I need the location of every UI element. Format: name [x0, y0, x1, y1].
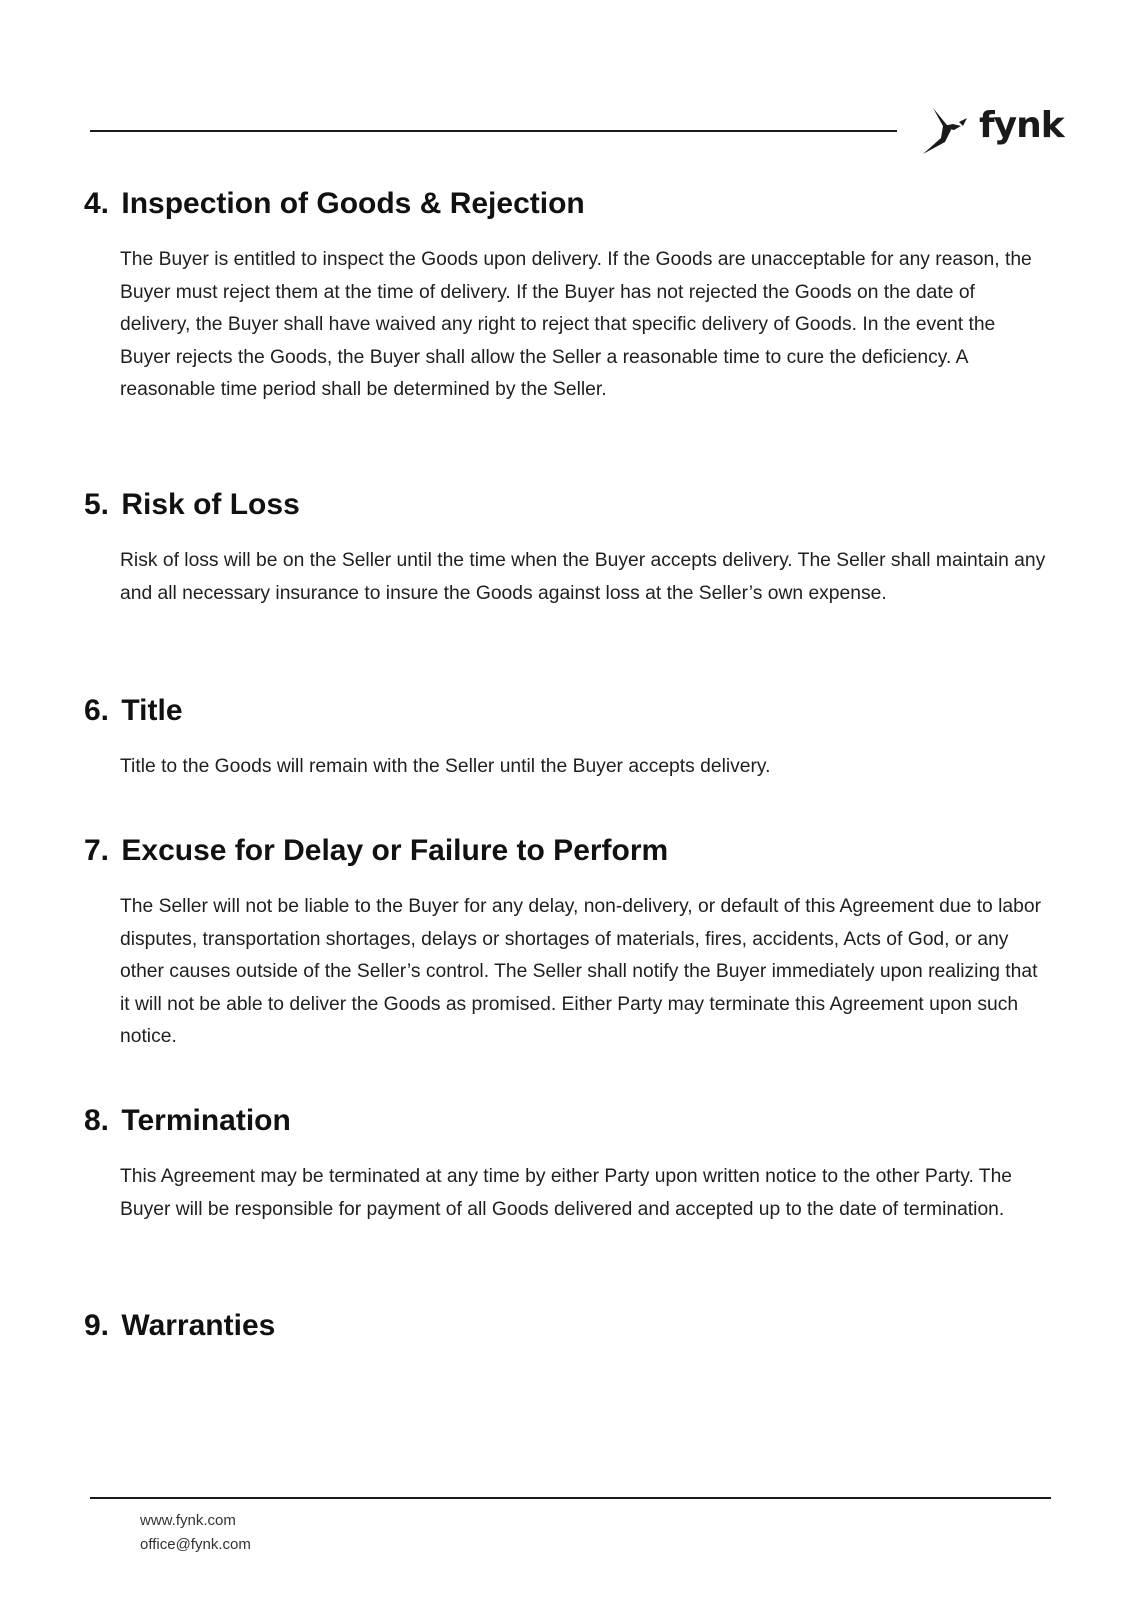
section-heading [84, 693, 183, 729]
fynk-logo [921, 104, 1064, 160]
section-heading [84, 487, 300, 523]
section-body: Title to the Goods will remain with the Seller until the Buyer accepts delivery. [120, 756, 771, 777]
section-title: Termination [121, 1104, 291, 1137]
section-body: This Agreement may be terminated at any time by either Party upon written notice to the other Party. The Buyer will be responsible for payment of all Goods delivered and accepted up to the date of termination. [120, 1166, 1013, 1220]
section-number: 6. [84, 694, 110, 727]
footer [140, 1509, 251, 1557]
bird-icon [921, 104, 977, 160]
section-number: 5. [84, 488, 110, 521]
section-title: Warranties [121, 1309, 276, 1342]
section-title: Inspection of Goods & Rejection [121, 187, 585, 220]
logo-wordmark: fynk [979, 105, 1064, 146]
section-title: Risk of Loss [121, 488, 300, 521]
footer-divider [90, 1497, 1051, 1499]
header-divider [90, 130, 897, 132]
section-heading [84, 1103, 291, 1139]
section-body: The Buyer is entitled to inspect the Goods upon delivery. If the Goods are unacceptable for any reason, the Buyer must reject them at the time of delivery. If the Buyer has not rejected the Goods on the date of delivery, the Buyer shall have waived any right to reject that specific delivery of Goods. In the event the Buyer rejects the Goods, the Buyer shall allow the Seller a reasonable time to cure the deficiency. A reasonable time period shall be determined by the Seller. [120, 249, 1032, 400]
section-number: 8. [84, 1104, 110, 1137]
section-heading [84, 186, 585, 222]
section-number: 9. [84, 1309, 110, 1342]
section-number: 7. [84, 834, 110, 867]
section-heading [84, 1308, 275, 1344]
section-title: Excuse for Delay or Failure to Perform [121, 834, 669, 867]
section-number: 4. [84, 187, 110, 220]
footer-email[interactable]: office@fynk.com [140, 1536, 251, 1553]
section-title: Title [121, 694, 183, 727]
section-body: Risk of loss will be on the Seller until the time when the Buyer accepts delivery. The Seller shall maintain any and all necessary insurance to insure the Goods against loss at the Seller’s own expense. [120, 550, 1046, 604]
section-body: The Seller will not be liable to the Buyer for any delay, non-delivery, or default of this Agreement due to labor disputes, transportation shortages, delays or shortages of materials, fires, accidents, Acts of God, or any other causes outside of the Seller’s control. The Seller shall notify the Buyer immediately upon realizing that it will not be able to deliver the Goods as promised. Either Party may terminate this Agreement upon such notice. [120, 896, 1042, 1047]
section-heading [84, 833, 668, 869]
footer-website[interactable]: www.fynk.com [140, 1512, 236, 1529]
